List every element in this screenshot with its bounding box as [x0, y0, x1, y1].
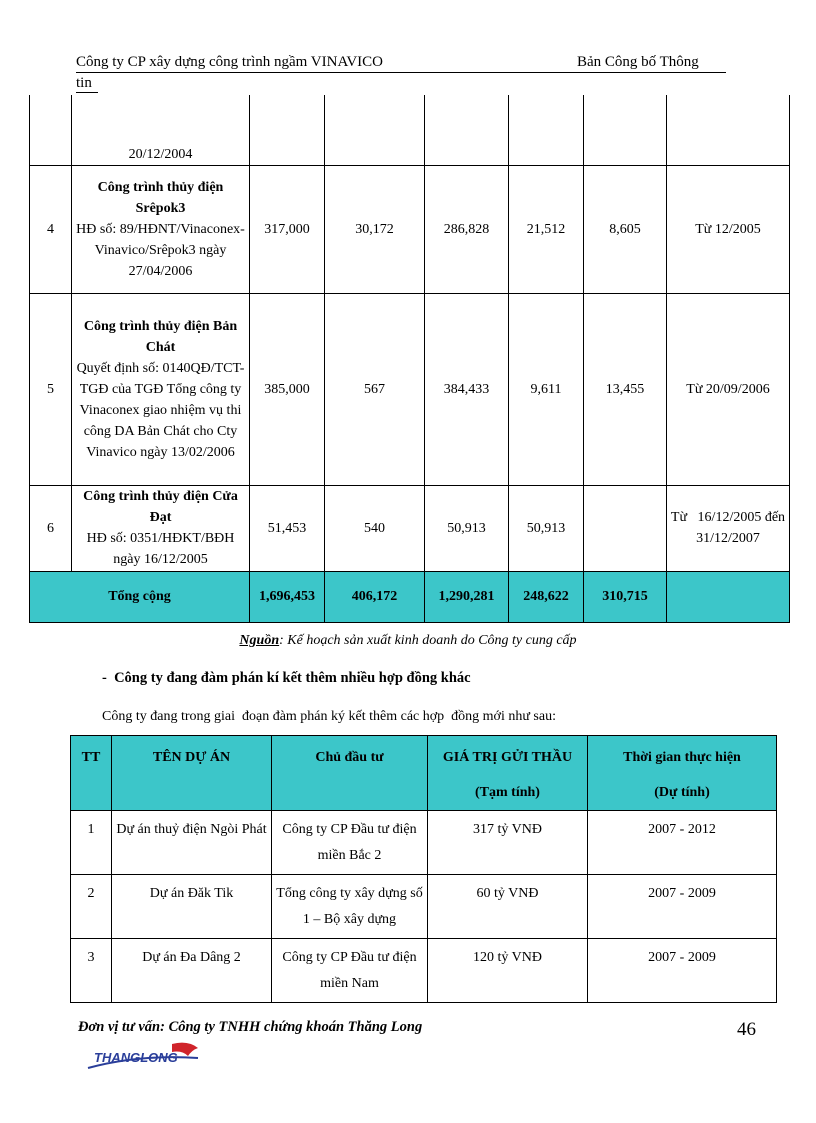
total-c5: 310,715 [584, 571, 667, 622]
header-rule [76, 72, 726, 73]
cell-c5 [584, 95, 667, 165]
header-value-label: GIÁ TRỊ GỬI THẦU [442, 750, 573, 765]
total-c4: 248,622 [509, 571, 584, 622]
table-header-row [71, 736, 777, 811]
table-row [30, 485, 790, 571]
cell-c1: 51,453 [250, 485, 325, 571]
header-time-note: (Dự tính) [654, 785, 710, 800]
cell-project [72, 293, 250, 485]
source-note [0, 633, 816, 649]
header-company: Công ty CP xây dựng công trình ngầm VINAVICO [76, 54, 384, 70]
total-c2: 406,172 [325, 571, 425, 622]
cell-c2: 30,172 [325, 165, 425, 293]
cell-no [30, 95, 72, 165]
header-wrap-rule [76, 92, 98, 93]
cell-no: 4 [30, 165, 72, 293]
cell-c5: 13,455 [584, 293, 667, 485]
header-investor: Chủ đầu tư [272, 736, 428, 811]
cell-time: 2007 - 2009 [588, 875, 777, 939]
project-detail: 20/12/2004 [128, 146, 193, 162]
cell-time: 2007 - 2009 [588, 939, 777, 1003]
header-project: TÊN DỰ ÁN [112, 736, 272, 811]
total-label: Tổng cộng [30, 571, 250, 622]
project-detail: HĐ số: 89/HĐNT/Vinaconex-Vinavico/Srêpok3 ngày 27/04/2006 [76, 221, 245, 279]
cell-c2 [325, 95, 425, 165]
cell-tt: 2 [71, 875, 112, 939]
project-name: Công trình thủy điện Cửa Đạt [83, 489, 238, 525]
cell-c3: 384,433 [425, 293, 509, 485]
cell-time [667, 95, 790, 165]
cell-project [72, 485, 250, 571]
total-c1: 1,696,453 [250, 571, 325, 622]
header-time-label: Thời gian thực hiện [623, 750, 741, 765]
cell-project: Dự án Đăk Tik [112, 875, 272, 939]
total-row [30, 571, 790, 622]
cell-no: 5 [30, 293, 72, 485]
cell-no: 6 [30, 485, 72, 571]
cell-c4 [509, 95, 584, 165]
header-tt: TT [71, 736, 112, 811]
cell-c4: 50,913 [509, 485, 584, 571]
project-name: Công trình thủy điện Bản Chát [83, 318, 238, 355]
header-doc-title: Bản Công bố Thông [577, 54, 699, 70]
cell-c5: 8,605 [584, 165, 667, 293]
cell-c2: 540 [325, 485, 425, 571]
cell-value: 317 tỷ VNĐ [428, 811, 588, 875]
cell-c1: 385,000 [250, 293, 325, 485]
cell-project: Dự án thuỷ điện Ngòi Phát [112, 811, 272, 875]
cell-investor: Công ty CP Đầu tư điện miền Nam [272, 939, 428, 1003]
cell-time: Từ 16/12/2005 đến 31/12/2007 [667, 485, 790, 571]
page-number: 46 [737, 1019, 756, 1040]
total-c3: 1,290,281 [425, 571, 509, 622]
cell-c2: 567 [325, 293, 425, 485]
cell-c1 [250, 95, 325, 165]
cell-c1: 317,000 [250, 165, 325, 293]
table-row [30, 165, 790, 293]
project-detail: HĐ số: 0351/HĐKT/BĐH ngày 16/12/2005 [86, 531, 235, 567]
cell-time: 2007 - 2012 [588, 811, 777, 875]
cell-project: Dự án Đa Dâng 2 [112, 939, 272, 1003]
cell-c3: 50,913 [425, 485, 509, 571]
cell-c3 [425, 95, 509, 165]
cell-time: Từ 12/2005 [667, 165, 790, 293]
table-row [71, 939, 777, 1003]
table-row [30, 293, 790, 485]
source-label: Nguồn [239, 633, 280, 648]
thanglong-logo [80, 1038, 202, 1078]
cell-project [72, 165, 250, 293]
logo-text: THANGLONG [94, 1050, 178, 1065]
project-detail: Quyết định số: 0140QĐ/TCT-TGĐ của TGĐ Tổng công ty Vinaconex giao nhiệm vụ thi công DA Bản Chát cho Cty Vinavico ngày 13/02/2006 [76, 360, 245, 460]
header-doc-title-wrap: tin [76, 75, 92, 91]
table-row [71, 875, 777, 939]
cell-c4: 9,611 [509, 293, 584, 485]
table-row [71, 811, 777, 875]
cell-tt: 3 [71, 939, 112, 1003]
project-name: Công trình thủy điện Srêpok3 [97, 179, 224, 216]
table-row [30, 95, 790, 165]
cell-value: 120 tỷ VNĐ [428, 939, 588, 1003]
total-time [667, 571, 790, 622]
bullet-heading: - Công ty đang đàm phán kí kết thêm nhiều hợp đồng khác [102, 670, 471, 686]
cell-c4: 21,512 [509, 165, 584, 293]
source-text: : Kế hoạch sản xuất kinh doanh do Công ty cung cấp [279, 633, 577, 648]
cell-tt: 1 [71, 811, 112, 875]
cell-project [72, 95, 250, 165]
projects-table [70, 735, 777, 1003]
footer-advisor: Đơn vị tư vấn: Công ty TNHH chứng khoán Thăng Long [78, 1019, 423, 1035]
contracts-table [29, 95, 790, 623]
cell-investor: Tổng công ty xây dựng số 1 – Bộ xây dựng [272, 875, 428, 939]
cell-time: Từ 20/09/2006 [667, 293, 790, 485]
cell-value: 60 tỷ VNĐ [428, 875, 588, 939]
cell-investor: Công ty CP Đầu tư điện miền Bắc 2 [272, 811, 428, 875]
header-value-note: (Tạm tính) [475, 785, 540, 800]
intro-paragraph: Công ty đang trong giai đoạn đàm phán ký kết thêm các hợp đồng mới như sau: [102, 709, 556, 724]
cell-c5 [584, 485, 667, 571]
header-value [428, 736, 588, 811]
header-time [588, 736, 777, 811]
cell-c3: 286,828 [425, 165, 509, 293]
